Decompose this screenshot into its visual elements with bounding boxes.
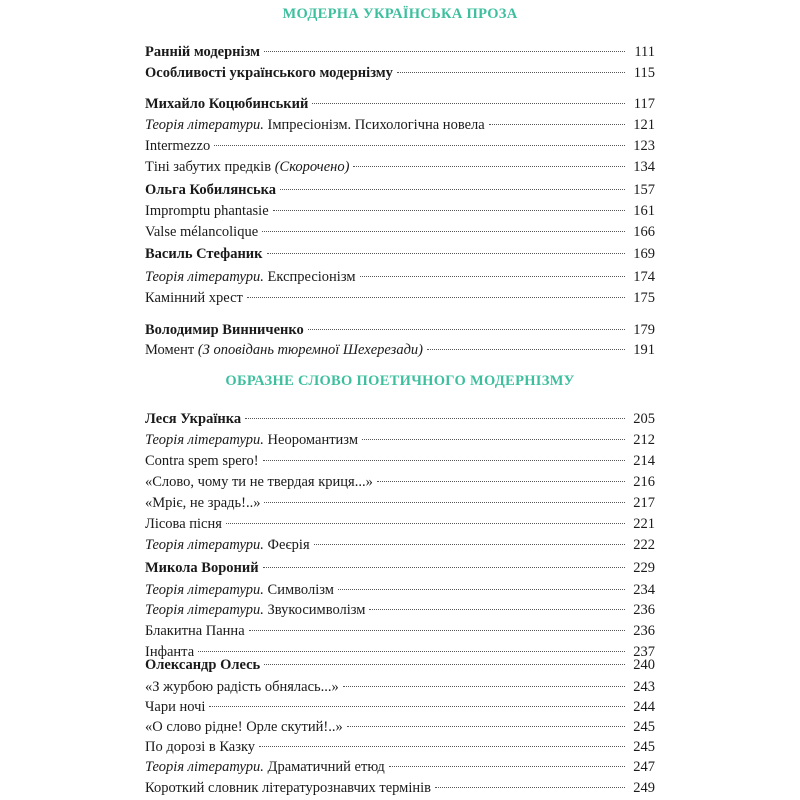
- toc-entry[interactable]: [145, 514, 655, 534]
- entry-label: [145, 180, 276, 200]
- entry-label: [145, 558, 259, 578]
- entry-label: [145, 157, 349, 177]
- toc-entry[interactable]: [145, 340, 655, 360]
- dot-leader: [347, 725, 625, 727]
- entry-label: [145, 94, 308, 114]
- entry-title-part: Феєрія: [263, 537, 310, 553]
- entry-title-part: Неоромантизм: [263, 432, 358, 448]
- page-number: 245: [633, 719, 655, 735]
- entry-label: [145, 677, 339, 697]
- toc-entry[interactable]: [145, 677, 655, 697]
- dot-leader: [435, 786, 625, 788]
- page-number: 249: [633, 780, 655, 796]
- entry-title-part: Камінний хрест: [145, 290, 243, 306]
- dot-leader: [360, 275, 625, 277]
- author-name: Володимир Винниченко: [145, 322, 304, 338]
- dot-leader: [264, 50, 625, 52]
- dot-leader: [362, 438, 625, 440]
- page-number: 234: [633, 582, 655, 598]
- entry-title-part: Лісова пісня: [145, 516, 222, 532]
- author-name: Микола Вороний: [145, 560, 259, 576]
- toc-entry[interactable]: [145, 580, 655, 600]
- page-number: 247: [633, 759, 655, 775]
- entry-label: [145, 535, 310, 555]
- page-number: 161: [633, 203, 655, 219]
- dot-leader: [226, 522, 625, 524]
- entry-label: [145, 267, 356, 287]
- page-number: 221: [633, 516, 655, 532]
- toc-entry[interactable]: [145, 94, 655, 114]
- entry-title-part: Імпресіонізм. Психологічна новела: [263, 117, 485, 133]
- page-number: 245: [633, 739, 655, 755]
- page-number: 217: [633, 495, 655, 511]
- author-name: Олександр Олесь: [145, 657, 261, 673]
- dot-leader: [314, 543, 625, 545]
- dot-leader: [343, 685, 625, 687]
- page-number: 236: [633, 602, 655, 618]
- dot-leader: [249, 629, 625, 631]
- entry-title-part: Теорія літератури.: [145, 602, 264, 618]
- entry-title-part: Експресіонізм: [263, 269, 356, 285]
- toc-entry[interactable]: [145, 558, 655, 578]
- toc-entry[interactable]: [145, 288, 655, 308]
- page-number: 237: [633, 644, 655, 660]
- entry-label: [145, 222, 258, 242]
- entry-title-part: Блакитна Панна: [145, 623, 245, 639]
- dot-leader: [264, 501, 625, 503]
- entry-title-part: Impromptu phantasie: [145, 203, 269, 219]
- toc-entry[interactable]: [145, 430, 655, 450]
- toc-entry[interactable]: [145, 201, 655, 221]
- dot-leader: [280, 188, 625, 190]
- dot-leader: [273, 209, 625, 211]
- dot-leader: [308, 328, 625, 330]
- page-number: 169: [633, 246, 655, 262]
- page-number: 111: [634, 44, 655, 60]
- entry-label: [145, 737, 255, 757]
- entry-label: [145, 136, 210, 156]
- entry-title-part: «З журбою радість обнялась...»: [145, 679, 339, 695]
- entry-label: [145, 717, 343, 737]
- page-number: 166: [633, 224, 655, 240]
- page-number: 157: [633, 182, 655, 198]
- entry-label: [145, 778, 431, 798]
- entry-label: [145, 320, 304, 340]
- entry-title-part: «Слово, чому ти не твердая криця...»: [145, 474, 373, 490]
- toc-entry[interactable]: [145, 222, 655, 242]
- entry-title-part: Теорія літератури.: [145, 269, 264, 285]
- entry-title-part: Символізм: [263, 582, 334, 598]
- entry-title-part: «О слово рідне! Орле скутий!..»: [145, 719, 343, 735]
- page-number: 229: [633, 560, 655, 576]
- page-number: 115: [633, 65, 655, 81]
- dot-leader: [263, 459, 625, 461]
- entry-title-part: «Мріє, не зрадь!..»: [145, 495, 261, 511]
- page-number: 205: [633, 411, 655, 427]
- dot-leader: [267, 252, 625, 254]
- entry-label: [145, 201, 269, 221]
- page-number: 117: [633, 96, 655, 112]
- page-number: 179: [633, 322, 655, 338]
- author-name: Ранній модернізм: [145, 44, 261, 60]
- author-name: Ольга Кобилянська: [145, 182, 277, 198]
- toc-entry[interactable]: [145, 737, 655, 757]
- toc-entry[interactable]: [145, 320, 655, 340]
- toc-entry[interactable]: [145, 267, 655, 287]
- toc-entry[interactable]: [145, 717, 655, 737]
- entry-label: [145, 757, 385, 777]
- page-number: 174: [633, 269, 655, 285]
- toc-entry[interactable]: [145, 157, 655, 177]
- entry-label: [145, 430, 358, 450]
- toc-entry[interactable]: [145, 493, 655, 513]
- entry-title-part: Теорія літератури.: [145, 759, 264, 775]
- entry-title-part: Драматичний етюд: [263, 759, 385, 775]
- entry-title-part: Момент: [145, 342, 198, 358]
- dot-leader: [377, 480, 625, 482]
- toc-entry[interactable]: [145, 472, 655, 492]
- entry-label: [145, 244, 263, 264]
- entry-label: [145, 621, 245, 641]
- entry-title-part: Теорія літератури.: [145, 537, 264, 553]
- entry-title-part: Теорія літератури.: [145, 117, 264, 133]
- page-number: 240: [633, 657, 655, 673]
- page-number: 123: [633, 138, 655, 154]
- page-number: 175: [633, 290, 655, 306]
- dot-leader: [214, 144, 625, 146]
- dot-leader: [209, 705, 625, 707]
- author-name: Особливості українського модернізму: [145, 65, 393, 81]
- entry-title-part: Інфанта: [145, 644, 195, 660]
- page-number: 243: [633, 679, 655, 695]
- entry-title-part: Теорія літератури.: [145, 582, 264, 598]
- entry-label: [145, 655, 260, 675]
- entry-label: [145, 493, 260, 513]
- entry-title-part: Чари ночі: [145, 699, 206, 715]
- toc-entry[interactable]: [145, 600, 655, 620]
- entry-title-part: По дорозі в Казку: [145, 739, 256, 755]
- dot-leader: [353, 165, 625, 167]
- section-title: ОБРАЗНЕ СЛОВО ПОЕТИЧНОГО МОДЕРНІЗМУ: [225, 373, 575, 389]
- dot-leader: [262, 230, 625, 232]
- entry-label: [145, 288, 243, 308]
- toc-entry[interactable]: [145, 244, 655, 264]
- entry-title-part: (З оповідань тюремної Шехерезади): [197, 342, 423, 358]
- dot-leader: [263, 566, 625, 568]
- dot-leader: [198, 650, 625, 652]
- entry-label: [145, 63, 393, 83]
- dot-leader: [489, 123, 625, 125]
- entry-label: [145, 42, 260, 62]
- toc-entry[interactable]: [145, 136, 655, 156]
- dot-leader: [338, 588, 625, 590]
- toc-entry[interactable]: [145, 655, 655, 675]
- toc-entry[interactable]: [145, 757, 655, 777]
- entry-title-part: (Скорочено): [274, 159, 350, 175]
- toc-entry[interactable]: [145, 451, 655, 471]
- page-number: 216: [633, 474, 655, 490]
- author-name: Василь Стефаник: [145, 246, 263, 262]
- dot-leader: [247, 296, 625, 298]
- entry-label: [145, 451, 259, 471]
- dot-leader: [312, 102, 625, 104]
- dot-leader: [397, 71, 625, 73]
- section-title: МОДЕРНА УКРАЇНСЬКА ПРОЗА: [282, 6, 518, 22]
- entry-title-part: Valse mélancolique: [145, 224, 259, 240]
- entry-title-part: Intermezzo: [145, 138, 211, 154]
- entry-title-part: Тіні забутих предків: [145, 159, 275, 175]
- author-name: Леся Українка: [145, 411, 242, 427]
- entry-label: [145, 472, 373, 492]
- entry-label: [145, 514, 222, 534]
- dot-leader: [427, 348, 625, 350]
- toc-entry[interactable]: [145, 115, 655, 135]
- entry-label: [145, 600, 365, 620]
- toc-entry[interactable]: [145, 535, 655, 555]
- author-name: Михайло Коцюбинський: [145, 96, 309, 112]
- entry-title-part: Contra spem spero!: [145, 453, 259, 469]
- entry-label: [145, 580, 334, 600]
- toc-entry[interactable]: [145, 697, 655, 717]
- dot-leader: [369, 608, 625, 610]
- page-number: 212: [633, 432, 655, 448]
- entry-title-part: Звукосимволізм: [263, 602, 366, 618]
- page-number: 236: [633, 623, 655, 639]
- page-number: 244: [633, 699, 655, 715]
- entry-label: [145, 340, 423, 360]
- page-number: 134: [633, 159, 655, 175]
- entry-title-part: Короткий словник літературознавчих термінів: [145, 780, 432, 796]
- page-number: 191: [633, 342, 655, 358]
- entry-label: [145, 115, 485, 135]
- page-number: 214: [633, 453, 655, 469]
- entry-label: [145, 409, 241, 429]
- toc-entry[interactable]: [145, 42, 655, 62]
- entry-title-part: Теорія літератури.: [145, 432, 264, 448]
- page-number: 222: [633, 537, 655, 553]
- dot-leader: [389, 765, 625, 767]
- dot-leader: [245, 417, 625, 419]
- dot-leader: [264, 663, 625, 665]
- toc-entry[interactable]: [145, 409, 655, 429]
- toc-entry[interactable]: [145, 180, 655, 200]
- dot-leader: [259, 745, 625, 747]
- entry-label: [145, 697, 205, 717]
- page-number: 121: [633, 117, 655, 133]
- toc-entry[interactable]: [145, 778, 655, 798]
- toc-entry[interactable]: [145, 621, 655, 641]
- toc-entry[interactable]: [145, 63, 655, 83]
